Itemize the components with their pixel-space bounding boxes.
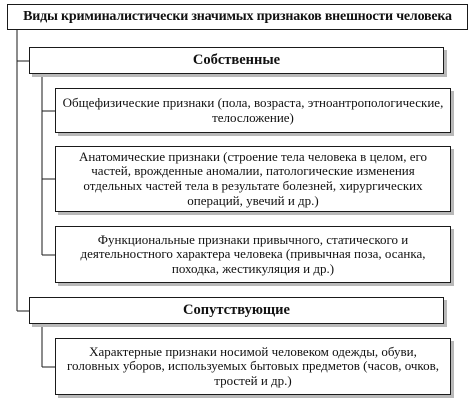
category-own-label: Собственные [192,52,281,69]
item-functional [55,226,451,283]
item-general-physical-text: Общефизические признаки (пола, возраста, этноантропологические, телосложение) [62,94,444,125]
item-clothing-objects-text: Характерные признаки носимой человеком одежды, обуви, головных уборов, используемых бытовых предметов (часов, очков, тростей и др.) [67,343,439,388]
diagram-title-text: Виды криминалистически значимых признаков внешности человека [23,9,452,25]
category-own [29,47,444,74]
item-clothing-objects [55,338,451,395]
item-functional-text: Функциональные признаки привычного, статического и деятельностного характера человека (привычная поза, осанка, походка, жестикуляция и др.) [80,231,426,276]
category-accompanying [29,297,444,324]
category-accompanying-label: Сопутствующие [183,302,290,319]
item-anatomical-text: Анатомические признаки (строение тела человека в целом, его частей, врожденные аномалии, патологические изменения отдельных частей тела в результате болезней, хирургических операций, увечий и др.) [78,148,428,208]
item-anatomical [55,146,451,212]
item-general-physical [55,88,451,133]
diagram-title [7,4,468,30]
